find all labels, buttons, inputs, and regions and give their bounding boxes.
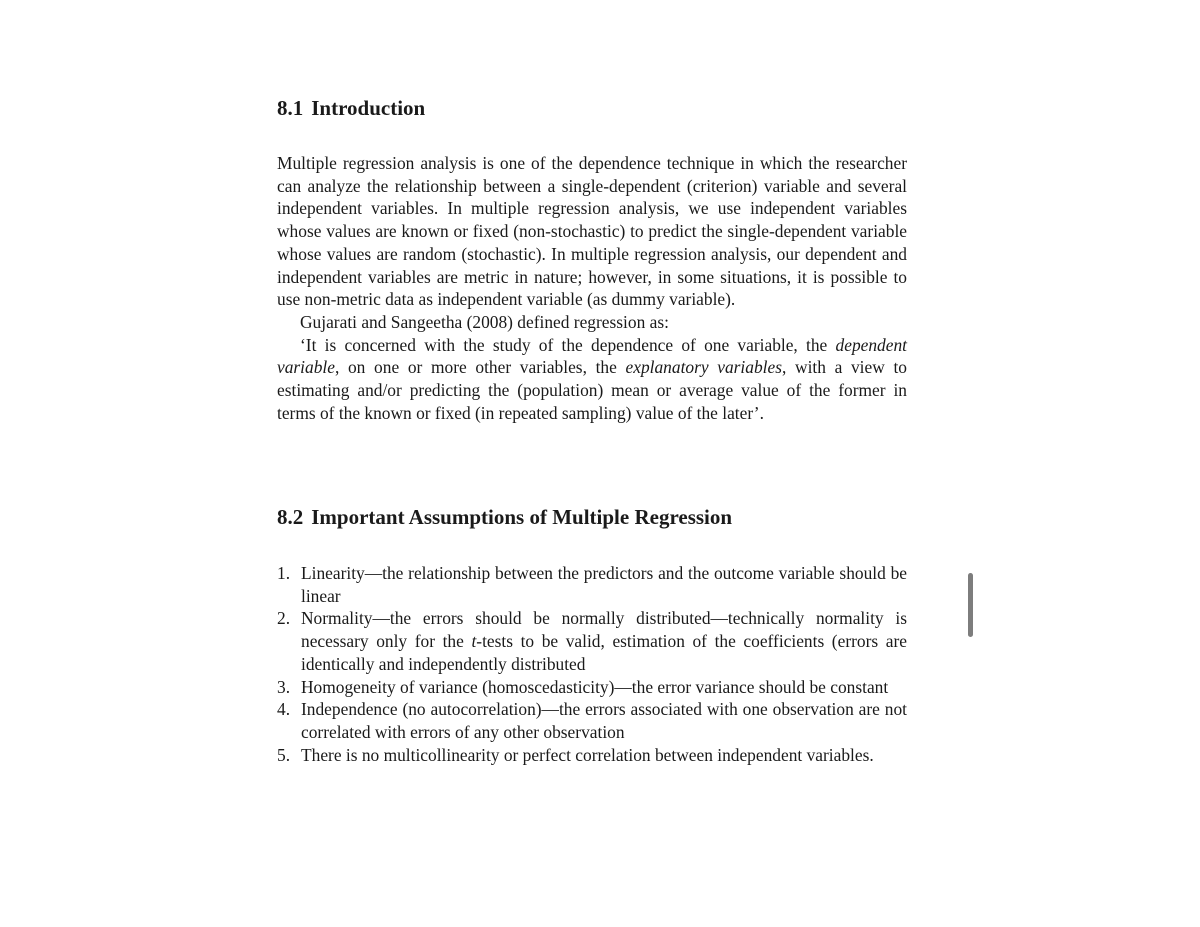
quote-italic-term: dependent variable (277, 334, 907, 378)
quote-text: , on one or more other variables, the (334, 357, 626, 378)
assumptions-list (277, 562, 907, 766)
list-item-text: Independence (no autocorrelation)—the errors associated with one observation are not correlated with errors of any other observation (301, 699, 907, 742)
quote-text: , with a view to estimating and/or predicting the (population) mean or average value of the former in terms of the known or fixed (in repeated sampling) value of the later’. (277, 357, 907, 423)
introduction-body (277, 152, 907, 424)
list-item-text: Linearity—the relationship between the predictors and the outcome variable should be linear (301, 563, 907, 606)
list-item-number: 4. (277, 699, 291, 720)
citation-paragraph: Gujarati and Sangeetha (2008) defined regression as: (300, 311, 669, 332)
section-title: Introduction (311, 96, 426, 120)
list-item-text: There is no multicollinearity or perfect correlation between independent variables. (301, 744, 874, 765)
regression-definition-quote (277, 334, 907, 425)
list-item-number: 5. (277, 744, 291, 765)
list-item (277, 676, 907, 699)
list-item (277, 744, 907, 767)
section-heading-assumptions (277, 505, 732, 530)
list-item-text: Homogeneity of variance (homoscedasticity)—the error variance should be constant (301, 676, 889, 697)
list-item (277, 607, 907, 675)
list-item-number: 3. (277, 676, 291, 697)
list-item-number: 2. (277, 608, 291, 629)
list-item-italic: t (471, 631, 477, 652)
quote-italic-term: explanatory variables (625, 357, 782, 378)
list-item (277, 562, 907, 607)
list-item (277, 698, 907, 743)
section-number: 8.2 (277, 505, 304, 529)
scrollbar-thumb[interactable] (968, 573, 973, 637)
list-item-number: 1. (277, 563, 291, 583)
section-heading-introduction (277, 96, 425, 121)
list-item-text: -tests to be valid, estimation of the coefficients (errors are identically and independently distributed (301, 631, 907, 674)
quote-text: ‘It is concerned with the study of the dependence of one variable, the (300, 334, 836, 355)
intro-paragraph: Multiple regression analysis is one of the dependence technique in which the researcher can analyze the relationship between a single-dependent (criterion) variable and several independent variables. In multiple regression analysis, we use independent variables whose values are known or fixed (non-stochastic) to predict the single-dependent variable whose values are random (stochastic). In multiple regression analysis, our dependent and independent variables are metric in nature; however, in some situations, it is possible to use non-metric data as independent variable (as dummy variable). (277, 153, 907, 310)
section-number: 8.1 (277, 96, 304, 120)
section-title: Important Assumptions of Multiple Regression (311, 505, 733, 529)
list-item-text: Normality—the errors should be normally distributed—technically normality is necessary only for the (301, 608, 907, 652)
